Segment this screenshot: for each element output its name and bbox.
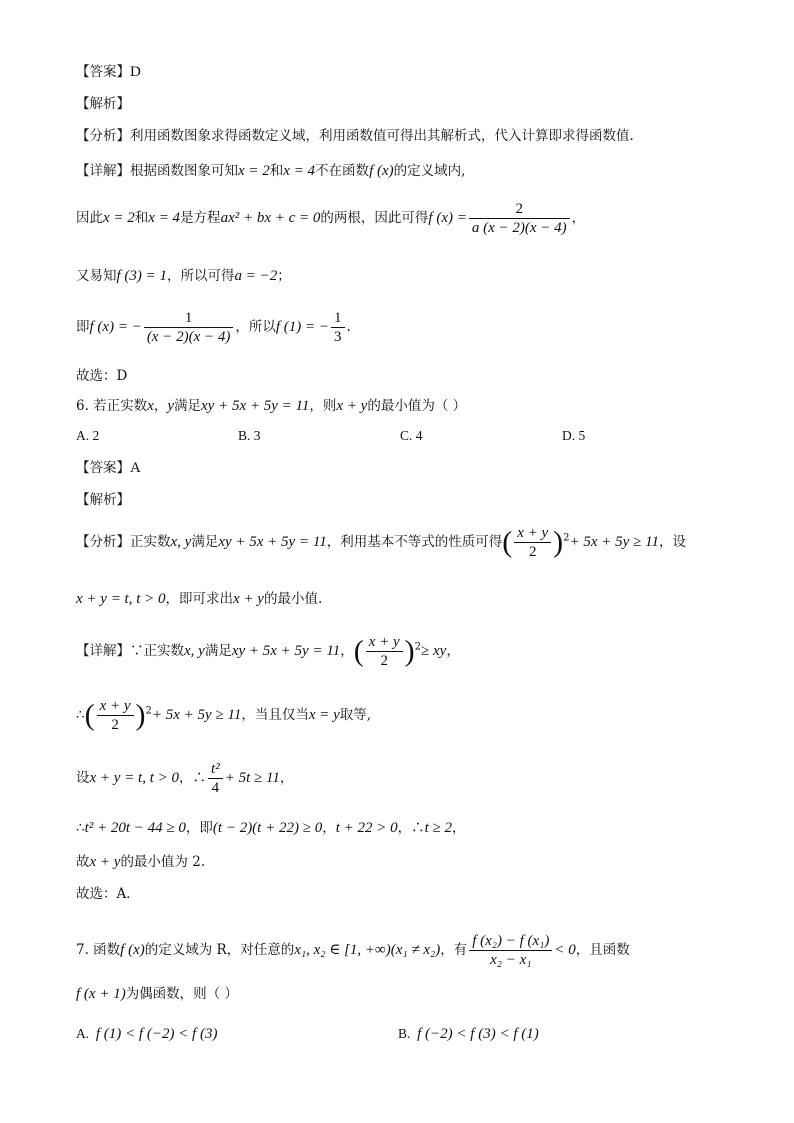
- solution-line: ∴( $\frac{x + y}{2}$ )$^2$+ 5x + 5y ≥ 11，当且仅当x = y取等,: [76, 698, 372, 733]
- option-b: B. 3: [238, 428, 261, 443]
- solution-line-roots: 因此x = 2和x = 4是方程ax² + bx + c = 0的两根，因此可得f (x) = $\frac{2}{a (x - 2)(x - 4)}$ ，: [76, 201, 586, 236]
- fraction: $\frac{x + y}{2}$: [366, 633, 403, 670]
- choice-line: 故选：D: [76, 368, 128, 384]
- choice-line: 故选：A．: [76, 886, 140, 902]
- solution-line: 故x + y的最小值为 2.: [76, 854, 206, 870]
- fraction: $\frac{1}{(x - 2)(x - 4)}$: [144, 309, 234, 346]
- question-6: 6. 若正实数x，y满足xy + 5x + 5y = 11，则x + y的最小值为（ ）: [76, 398, 467, 414]
- fraction: $\frac{\text{t²}}{4}$: [208, 760, 223, 797]
- question-7: 7. 函数f (x)的定义域为 R，对任意的x₁, x₂ ∈ [1, +∞)(x₁ ≠ x₂)，有 $\frac{\text{f (x₂) − f (x₁)}}{\text{x₂ − x₁}}$ < 0，且函数: [76, 933, 630, 968]
- fraction: $\frac{x + y}{2}$: [514, 524, 551, 561]
- fraction: $\frac{1}{3}$: [331, 309, 345, 346]
- solution-line: ∴t² + 20t − 44 ≥ 0，即(t − 2)(t + 22) ≥ 0，t + 22 > 0，∴t ≥ 2，: [76, 820, 466, 836]
- option-a: A. f (1) < f (−2) < f (3): [76, 1026, 218, 1042]
- answer-line: 【答案】A: [76, 460, 141, 476]
- answer-line: 【答案】D: [76, 64, 141, 80]
- analysis-heading: 【解析】: [76, 96, 130, 112]
- fraction: $\frac{x + y}{2}$: [97, 697, 134, 734]
- question-7-line-2: f (x + 1)为偶函数，则（ ）: [76, 986, 238, 1002]
- xiangjie-line: 【详解】∵正实数x, y满足xy + 5x + 5y = 11，( $\frac{x + y}{2}$ )$^2$≥ xy，: [76, 634, 460, 669]
- option-b: B. f (−2) < f (3) < f (1): [398, 1026, 539, 1042]
- analysis-heading: 【解析】: [76, 492, 130, 508]
- fenxi-line: 【分析】利用函数图象求得函数定义域，利用函数值可得出其解析式，代入计算即求得函数值.: [76, 128, 634, 144]
- option-d: D. 5: [562, 428, 586, 443]
- fenxi-line: 【分析】正实数x, y满足xy + 5x + 5y = 11，利用基本不等式的性质可得( $\frac{x + y}{2}$ )$^2$+ 5x + 5y ≥ 11，设: [76, 525, 686, 560]
- xiangjie-line: 【详解】根据函数图象可知x = 2和x = 4不在函数f (x)的定义域内,: [76, 163, 466, 179]
- option-c: C. 4: [400, 428, 423, 443]
- solution-line: 设x + y = t, t > 0，∴ $\frac{\text{t²}}{4}$ + 5t ≥ 11，: [76, 761, 294, 796]
- solution-line-a: 又易知f (3) = 1，所以可得a = −2；: [76, 268, 291, 284]
- fenxi-line-2: x + y = t, t > 0，即可求出x + y的最小值.: [76, 591, 323, 607]
- option-a: A. 2: [76, 428, 100, 443]
- solution-line-f: 即f (x) = − $\frac{1}{(x - 2)(x - 4)}$ ，所以f (1) = − $\frac{1}{3}$ .: [76, 310, 351, 345]
- fraction: $\frac{2}{a (x - 2)(x - 4)}$: [469, 200, 570, 237]
- fraction: $\frac{\text{f (x₂) − f (x₁)}}{\text{x₂ − x₁}}$: [469, 932, 552, 969]
